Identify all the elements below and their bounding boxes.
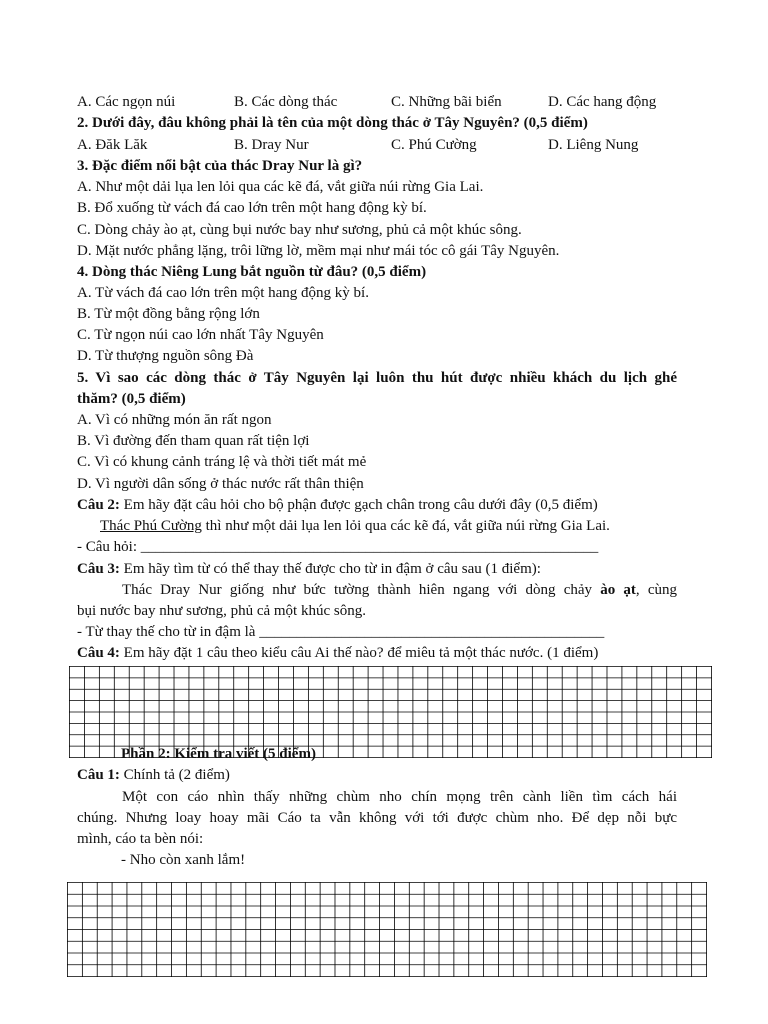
dictation-line3: mình, cáo ta bèn nói: bbox=[77, 831, 204, 847]
cau2-label: Câu 2: bbox=[77, 497, 120, 513]
q2-option-a[interactable]: A. Đăk Lăk bbox=[77, 137, 148, 153]
part2-cau1-text: Chính tả (2 điểm) bbox=[123, 767, 230, 783]
cau3-bold-word: ào ạt bbox=[600, 582, 636, 598]
q2-question: 2. Dưới đây, đâu không phải là tên của một dòng thác ở Tây Nguyên? (0,5 điểm) bbox=[77, 115, 588, 131]
dictation-line2: chúng. Nhưng loay hoay mãi Cáo ta vẫn không với tới được chùm nho. Để dẹp nỗi bực bbox=[77, 810, 677, 826]
q5-question-line2: thăm? (0,5 điểm) bbox=[77, 391, 186, 407]
dictation-line4: - Nho còn xanh lắm! bbox=[121, 852, 246, 868]
cau2-answer-line[interactable]: - Câu hỏi: _____________________________________________________________ bbox=[77, 539, 599, 555]
cau3-label: Câu 3: bbox=[77, 561, 120, 577]
q1-option-c[interactable]: C. Những bãi biển bbox=[391, 94, 502, 110]
q4-option-d[interactable]: D. Từ thượng nguồn sông Đà bbox=[77, 348, 254, 364]
cau3-sentence-line2: bụi nước bay như sương, phủ cả một khúc sông. bbox=[77, 603, 366, 619]
cau3-sentence-line1 bbox=[122, 580, 677, 601]
q5-question-line1: 5. Vì sao các dòng thác ở Tây Nguyên lại luôn thu hút được nhiều khách du lịch ghé bbox=[77, 370, 677, 386]
q1-option-b[interactable]: B. Các dòng thác bbox=[234, 94, 338, 110]
q5-option-a[interactable]: A. Vì có những món ăn rất ngon bbox=[77, 412, 272, 428]
q4-option-b[interactable]: B. Từ một đồng bằng rộng lớn bbox=[77, 306, 260, 322]
q5-option-c[interactable]: C. Vì có khung cảnh tráng lệ và thời tiết mát mẻ bbox=[77, 454, 367, 470]
q2-option-b[interactable]: B. Dray Nur bbox=[234, 137, 309, 153]
cau2-prompt bbox=[77, 495, 677, 516]
cau3-answer-line[interactable]: - Từ thay thế cho từ in đậm là ______________________________________________ bbox=[77, 624, 605, 640]
cau2-sentence bbox=[100, 516, 700, 537]
part2-heading: Phần 2: Kiểm tra viết (5 điểm) bbox=[121, 746, 316, 762]
q4-option-c[interactable]: C. Từ ngọn núi cao lớn nhất Tây Nguyên bbox=[77, 327, 324, 343]
q5-option-d[interactable]: D. Vì người dân sống ở thác nước rất thân thiện bbox=[77, 476, 364, 492]
cau3-text: Em hãy tìm từ có thể thay thế được cho từ in đậm ở câu sau (1 điểm): bbox=[123, 561, 541, 577]
q3-question: 3. Đặc điểm nổi bật của thác Dray Nur là gì? bbox=[77, 158, 363, 174]
q5-option-b[interactable]: B. Vì đường đến tham quan rất tiện lợi bbox=[77, 433, 310, 449]
q3-option-a[interactable]: A. Như một dải lụa len lỏi qua các kẽ đá, vắt giữa núi rừng Gia Lai. bbox=[77, 179, 484, 195]
cau3-sentence-after: , cùng bbox=[635, 582, 677, 598]
cau3-sentence-before: Thác Dray Nur giống như bức tường thành hiên ngang với dòng chảy bbox=[122, 582, 593, 598]
q3-option-c[interactable]: C. Dòng chảy ào ạt, cùng bụi nước bay như sương, phủ cả một khúc sông. bbox=[77, 222, 522, 238]
part2-cau1-label: Câu 1: bbox=[77, 767, 120, 783]
cau4-text: Em hãy đặt 1 câu theo kiểu câu Ai thế nào? để miêu tả một thác nước. (1 điểm) bbox=[123, 645, 599, 661]
q2-option-c[interactable]: C. Phú Cường bbox=[391, 137, 477, 153]
cau4-prompt bbox=[77, 643, 677, 664]
cau2-sentence-rest: thì như một dải lụa len lỏi qua các kẽ đá, vắt giữa núi rừng Gia Lai. bbox=[201, 518, 610, 534]
cau2-text: Em hãy đặt câu hỏi cho bộ phận được gạch chân trong câu dưới đây (0,5 điểm) bbox=[123, 497, 598, 513]
dictation-writing-grid[interactable] bbox=[67, 882, 707, 977]
q4-question: 4. Dòng thác Niêng Lung bắt nguồn từ đâu? (0,5 điểm) bbox=[77, 264, 427, 280]
q1-option-a[interactable]: A. Các ngọn núi bbox=[77, 94, 176, 110]
cau3-prompt bbox=[77, 559, 677, 580]
q3-option-b[interactable]: B. Đổ xuống từ vách đá cao lớn trên một hang động kỳ bí. bbox=[77, 200, 427, 216]
dictation-line1: Một con cáo nhìn thấy những chùm nho chín mọng trên cành liền tìm cách hái bbox=[122, 789, 677, 805]
part2-cau1-prompt bbox=[77, 765, 677, 786]
cau4-label: Câu 4: bbox=[77, 645, 120, 661]
q3-option-d[interactable]: D. Mặt nước phẳng lặng, trôi lững lờ, mềm mại như mái tóc cô gái Tây Nguyên. bbox=[77, 243, 560, 259]
q4-option-a[interactable]: A. Từ vách đá cao lớn trên một hang động kỳ bí. bbox=[77, 285, 369, 301]
cau2-underlined-part: Thác Phú Cường bbox=[100, 518, 202, 534]
q1-option-d[interactable]: D. Các hang động bbox=[548, 94, 657, 110]
q2-option-d[interactable]: D. Liêng Nung bbox=[548, 137, 639, 153]
